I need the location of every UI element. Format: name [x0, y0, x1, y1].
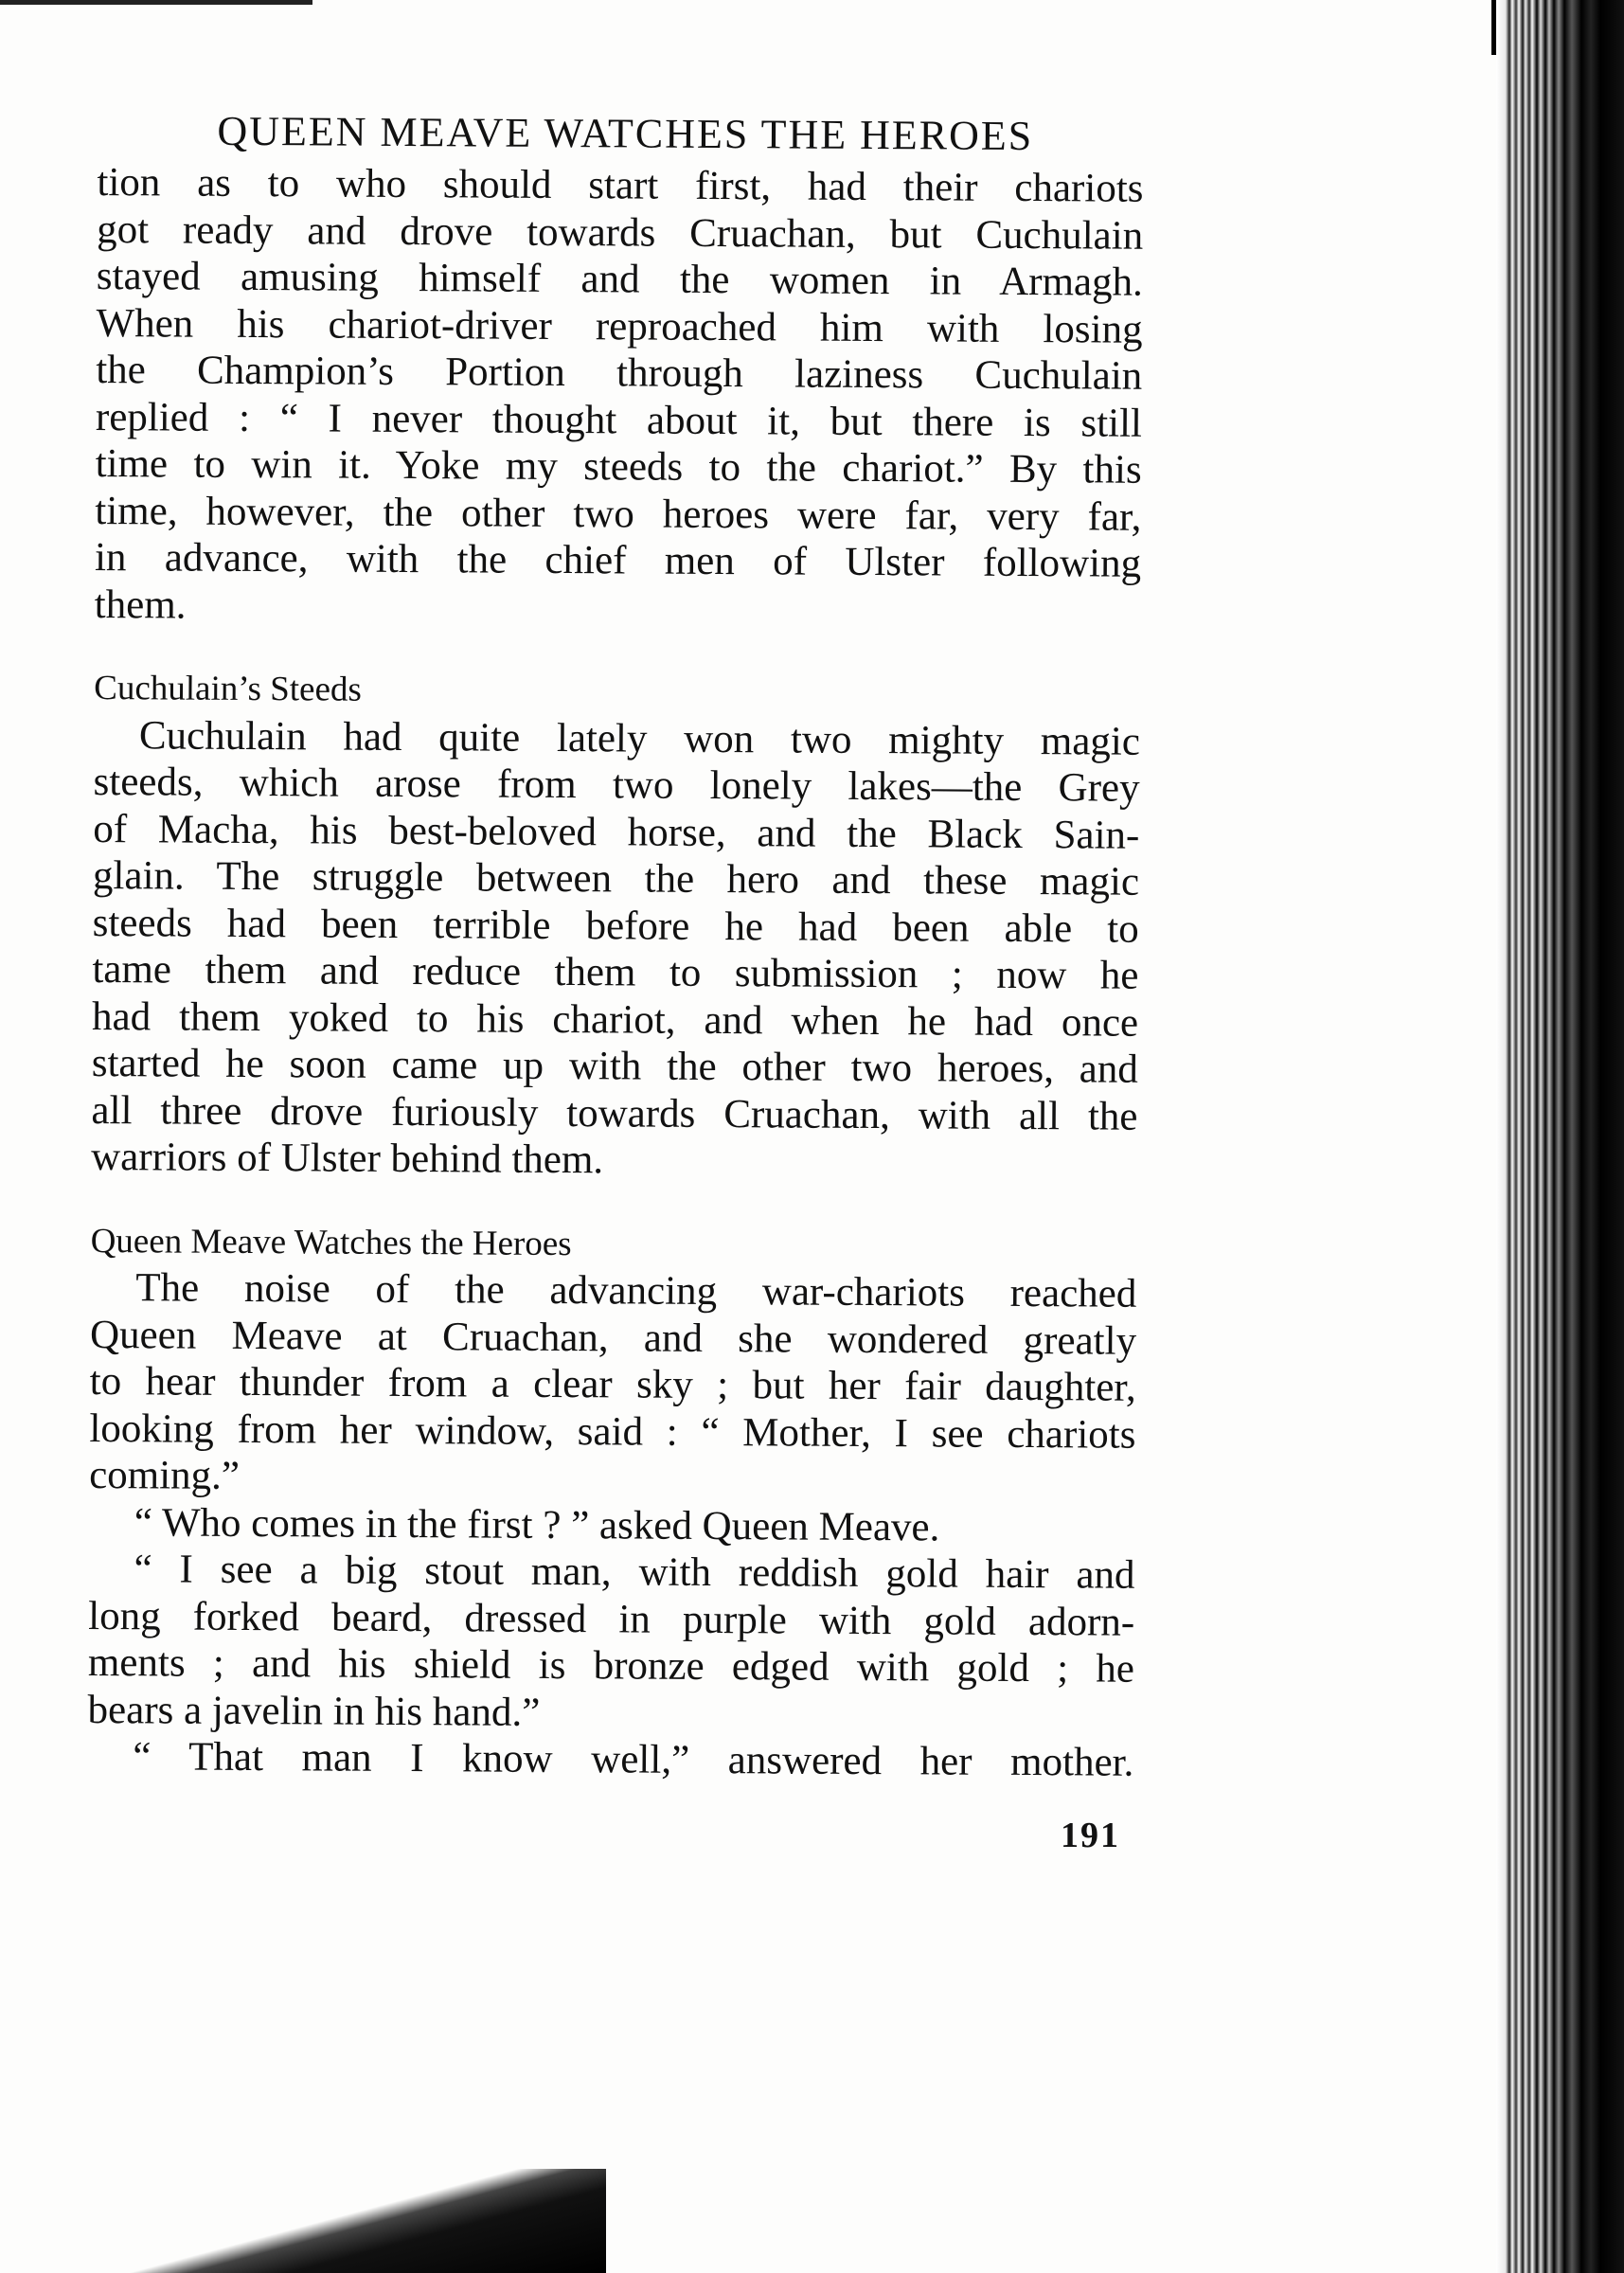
text-line: got ready and drove towards Cruachan, but Cuchulain — [97, 206, 1144, 259]
text-line: “ Who comes in the first ? ” asked Queen Meave. — [134, 1499, 940, 1549]
text-line: steeds, which arose from two lonely lakes—the Grey — [93, 759, 1140, 811]
paragraph-that-man — [87, 1733, 1133, 1786]
text-line: in advance, with the chief men of Ulster following — [94, 534, 1142, 586]
section-heading-steeds: Cuchulain’s Steeds — [94, 668, 362, 709]
text-line: replied : “ I never thought about it, but there is still — [95, 394, 1143, 446]
text-line: all three drove furiously towards Cruachan, with all the — [91, 1087, 1138, 1139]
text-line: glain. The struggle between the hero and these magic — [92, 852, 1140, 904]
text-line: stayed amusing himself and the women in Armagh. — [96, 253, 1144, 305]
page-edges-binding — [1496, 0, 1624, 2273]
paragraph-stout-man — [87, 1546, 1134, 1740]
paragraph-who-comes — [89, 1498, 1135, 1551]
text-line: bears a javelin in his hand.” — [87, 1687, 541, 1735]
text-line: the Champion’s Portion through laziness Cuchulain — [96, 347, 1143, 399]
text-line: looking from her window, said : “ Mother, I see chariots — [89, 1405, 1136, 1458]
text-line: steeds had been terrible before he had been able to — [92, 900, 1139, 952]
text-line: time, however, the other two heroes were far, very far, — [95, 488, 1142, 540]
paragraph-noise — [89, 1264, 1136, 1505]
paragraph-steeds — [91, 711, 1140, 1187]
text-line: tame them and reduce them to submission ; now he — [92, 946, 1139, 998]
text-line: coming.” — [89, 1452, 241, 1498]
text-line: “ That man I know well,” answered her mother. — [133, 1734, 1134, 1785]
text-line: long forked beard, dressed in purple with gold adorn- — [88, 1593, 1135, 1645]
text-line: them. — [94, 582, 187, 628]
text-line: to hear thunder from a clear sky ; but her fair daughter, — [89, 1358, 1136, 1410]
text-block — [87, 102, 1144, 1786]
text-line: When his chariot-driver reproached him with losing — [96, 300, 1143, 352]
section-heading-queen-meave: Queen Meave Watches the Heroes — [90, 1221, 572, 1263]
scan-edge-top — [0, 0, 312, 5]
paragraph-continuation — [95, 159, 1144, 635]
text-line: tion as to who should start first, had their chariots — [97, 159, 1144, 211]
page-number: 191 — [1061, 1816, 1120, 1855]
text-line: of Macha, his best-beloved horse, and the Black Sain- — [93, 806, 1140, 858]
text-line: started he soon came up with the other two heroes, and — [91, 1040, 1138, 1092]
text-line: The noise of the advancing war-chariots reached — [135, 1265, 1137, 1316]
text-line: Queen Meave at Cruachan, and she wondered greatly — [89, 1312, 1137, 1364]
running-head: QUEEN MEAVE WATCHES THE HEROES — [217, 107, 1034, 160]
text-line: had them yoked to his chariot, and when he had once — [91, 993, 1139, 1046]
text-line: ments ; and his shield is bronze edged with gold ; he — [87, 1639, 1135, 1691]
scan-edge-bottom — [0, 2169, 606, 2273]
text-line: warriors of Ulster behind them. — [91, 1134, 604, 1183]
text-line: Cuchulain had quite lately won two mighty magic — [138, 712, 1141, 764]
text-line: “ I see a big stout man, with reddish gold hair and — [134, 1547, 1135, 1598]
text-line: time to win it. Yoke my steeds to the chariot.” By this — [95, 440, 1142, 492]
